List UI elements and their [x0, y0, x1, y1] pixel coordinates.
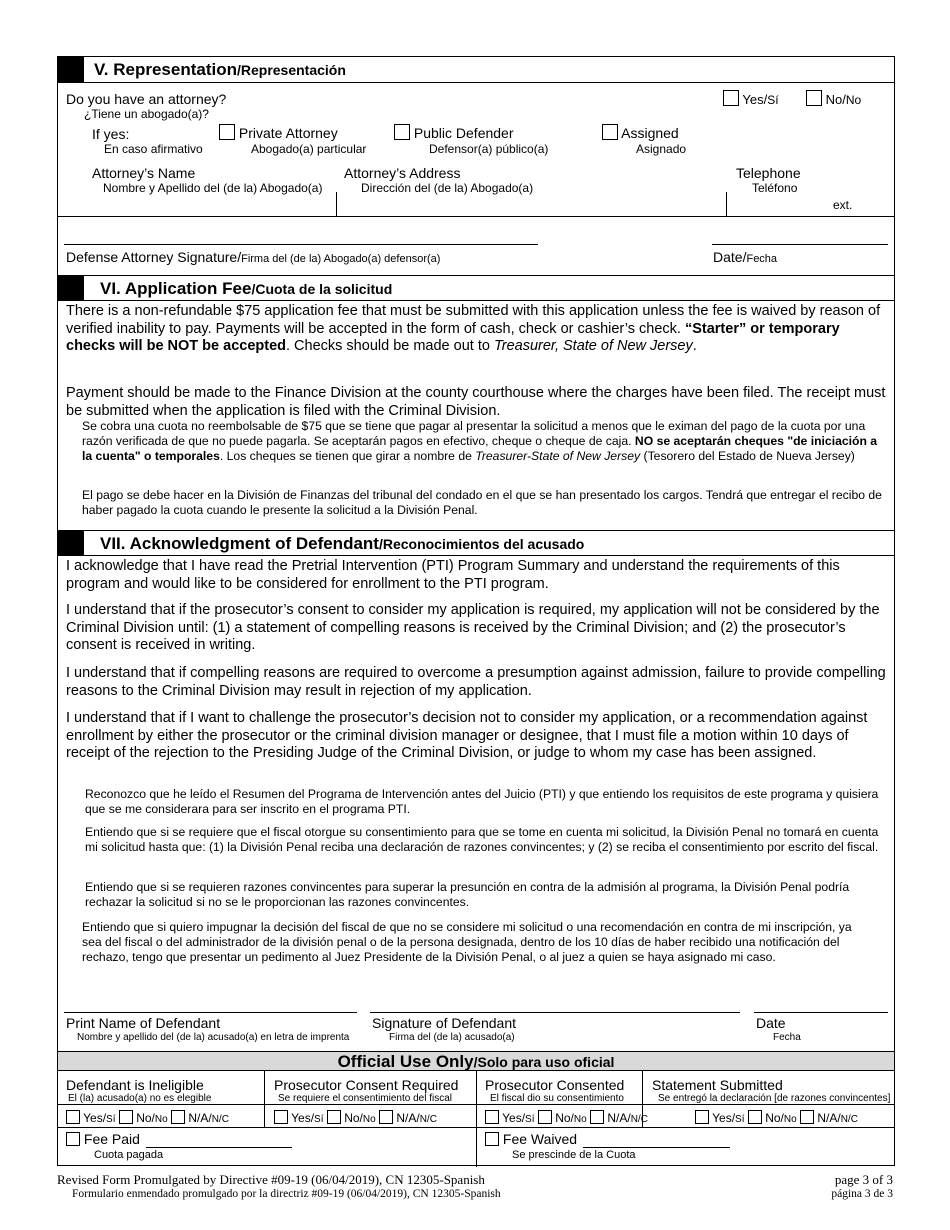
- footer-revision: Revised Form Promulgated by Directive #09-19 (06/04/2019), CN 12305-Spanish: [57, 1172, 485, 1187]
- section-title: VII. Acknowledgment of Defendant/Reconocimientos del acusado: [100, 534, 585, 553]
- section-title: V. Representation/Representación: [94, 60, 346, 79]
- col-consent-required-label-es: Se requiere el consentimiento del fiscal: [278, 1093, 452, 1104]
- ack-paragraph-es-4: Entiendo que si quiero impugnar la decisión del fiscal de que no se considere mi solicitud o una recomendación en contra de mi inscripción, ya sea del fiscal o del administrador de la división penal o de la persona designada, dentro de los 10 días de haber recibido una notificación del rechazo, tengo que presentar un pedimento al Juez Presidente de la División Penal, o al juez a quien se haya asignado mi caso.: [82, 920, 852, 964]
- attorney-name-label-es: Nombre y Apellido del (de la) Abogado(a): [103, 181, 323, 195]
- defense-signature-label: Defense Attorney Signature/Firma del (de la) Abogado(a) defensor(a): [66, 249, 441, 265]
- field-divider: [336, 192, 337, 216]
- section-acknowledgment-header: [58, 530, 894, 556]
- print-name-line[interactable]: [64, 1012, 357, 1013]
- consented-yes-checkbox[interactable]: [485, 1110, 499, 1124]
- field-line: [58, 216, 894, 217]
- attorney-yes: Yes/Sí: [723, 90, 779, 107]
- assigned-option: Assigned: [602, 124, 679, 141]
- consent-required-na-checkbox[interactable]: [379, 1110, 393, 1124]
- defendant-date-label-es: Fecha: [773, 1032, 801, 1043]
- section-marker: [58, 531, 84, 555]
- attorney-address-label-es: Dirección del (de la) Abogado(a): [361, 181, 534, 195]
- ack-paragraph-4: I understand that if I want to challenge the prosecutor’s decision not to consider my application, or a recommendation against enrollment by either the prosecutor or the criminal division manager or designee, that I must file a motion within 10 days of receipt of the rejection to the Presiding Judge of the Criminal Division, or judge to whom my case has been assigned.: [66, 710, 868, 761]
- page-number: [831, 1172, 893, 1200]
- col-statement-label: Statement Submitted: [652, 1077, 783, 1093]
- defendant-signature-line[interactable]: [370, 1012, 740, 1013]
- fee-paragraph-1: There is a non-refundable $75 application fee that must be submitted with this application unless the fee is waived by reason of verified inability to pay. Payments will be accepted in the form of cash, check or cashier’s check. “Starter” or temporary checks will be NOT be accepted. Checks should be made out to Treasurer, State of New Jersey.: [66, 303, 881, 354]
- if-yes-label: If yes:: [92, 126, 130, 142]
- section-title: VI. Application Fee/Cuota de la solicitud: [100, 279, 393, 298]
- defendant-signature-label: Signature of Defendant: [372, 1015, 516, 1031]
- fee-waived-line[interactable]: [583, 1147, 730, 1148]
- consented-no-checkbox[interactable]: [538, 1110, 552, 1124]
- public-defender-option: Public Defender: [394, 124, 514, 141]
- fee-paid-line[interactable]: [146, 1147, 292, 1148]
- fee-waived: Fee Waived: [485, 1131, 577, 1147]
- table-divider: [264, 1071, 265, 1127]
- official-use-table: [58, 1071, 894, 1167]
- official-use-header: Official Use Only/Solo para uso oficial: [58, 1051, 894, 1071]
- fee-paid-es: Cuota pagada: [94, 1149, 164, 1161]
- footer-revision-es: Formulario enmendado promulgado por la directriz #09-19 (06/04/2019), CN 12305-Spanish: [72, 1188, 501, 1200]
- defendant-signature-label-es: Firma del (de la) acusado(a): [389, 1032, 515, 1043]
- attorney-yes-checkbox[interactable]: [723, 90, 739, 106]
- consent-required-yes-checkbox[interactable]: [274, 1110, 288, 1124]
- ineligible-na-checkbox[interactable]: [171, 1110, 185, 1124]
- form-page: [57, 56, 895, 1166]
- ack-paragraph-es-3: Entiendo que si se requieren razones convincentes para superar la presunción en contra de la admisión al programa, la División Penal podría rechazar la solicitud si no se le proporcionan las razones convincentes.: [85, 880, 850, 909]
- table-divider: [58, 1127, 894, 1128]
- consented-options: Yes/Sí No/No N/A/N/C: [485, 1110, 648, 1125]
- form-footer: [57, 1172, 501, 1200]
- if-yes-label-es: En caso afirmativo: [104, 142, 203, 156]
- public-defender-checkbox[interactable]: [394, 124, 410, 140]
- extension-label: ext.: [833, 198, 853, 212]
- section-representation-header: [58, 57, 894, 83]
- defendant-date-label: Date: [756, 1015, 786, 1031]
- ineligible-no-checkbox[interactable]: [119, 1110, 133, 1124]
- fee-paragraph-es-2: El pago se debe hacer en la División de Finanzas del tribunal del condado en el que se han presentado los cargos. Tendrá que entregar el recibo de haber pagado la cuota cuando le presente la solicitud a la División Penal.: [82, 488, 882, 517]
- fee-paid: Fee Paid: [66, 1131, 140, 1147]
- ineligible-yes-checkbox[interactable]: [66, 1110, 80, 1124]
- col-ineligible-label: Defendant is Ineligible: [66, 1077, 204, 1093]
- telephone-label: Telephone: [736, 165, 801, 181]
- col-consented-label-es: El fiscal dio su consentimiento: [490, 1093, 624, 1104]
- statement-options: Yes/Sí No/No N/A/N/C: [695, 1110, 858, 1125]
- page-number-en: page 3 of 3: [834, 1172, 893, 1187]
- ack-paragraph-1: I acknowledge that I have read the Pretrial Intervention (PTI) Program Summary and understand the requirements of this program and would like to be considered for enrollment to the PTI program.: [66, 558, 840, 592]
- section-marker: [58, 57, 84, 82]
- fee-paragraph-es-1: Se cobra una cuota no reembolsable de $75 que se tiene que pagar al presentar la solicitud a menos que le eximan del pago de la cuota por una razón verificada de que no puede pagarla. Se aceptarán pagos en efectivo, cheque o cheque de caja. NO se aceptarán cheques "de iniciación a la cuenta" o temporales. Los cheques se tienen que girar a nombre de Treasurer-State of New Jersey (Tesorero del Estado de Nueva Jersey): [82, 419, 878, 463]
- attorney-no: No/No: [806, 90, 861, 107]
- ack-paragraph-es-2: Entiendo que si se requiere que el fiscal otorgue su consentimiento para que se tome en cuenta mi solicitud, la División Penal no tomará en cuenta mi solicitud hasta que: (1) la División Penal reciba una declaración de razones convincentes; y (2) se reciba el consentimiento por escrito del fiscal.: [85, 825, 879, 854]
- fee-paid-checkbox[interactable]: [66, 1132, 80, 1146]
- field-divider: [726, 192, 727, 216]
- consented-na-checkbox[interactable]: [590, 1110, 604, 1124]
- attorney-no-checkbox[interactable]: [806, 90, 822, 106]
- telephone-label-es: Teléfono: [752, 181, 798, 195]
- statement-na-checkbox[interactable]: [800, 1110, 814, 1124]
- attorney-question-es: ¿Tiene un abogado(a)?: [84, 107, 209, 121]
- table-divider: [58, 1104, 894, 1105]
- ack-paragraph-es-1: Reconozco que he leído el Resumen del Programa de Intervención antes del Juicio (PTI) y que entiendo los requisitos de este programa y quisiera que se me considerara para ser inscrito en el programa PTI.: [85, 787, 879, 816]
- defense-signature-line[interactable]: [64, 244, 538, 245]
- attorney-question: Do you have an attorney?: [66, 91, 227, 107]
- page-number-es: página 3 de 3: [831, 1188, 893, 1200]
- public-defender-es: Defensor(a) público(a): [429, 142, 549, 156]
- print-name-label-es: Nombre y apellido del (de la) acusado(a) en letra de imprenta: [77, 1032, 350, 1043]
- col-consent-required-label: Prosecutor Consent Required: [274, 1077, 459, 1093]
- fee-waived-es: Se prescinde de la Cuota: [512, 1149, 636, 1161]
- defense-date-line[interactable]: [712, 244, 888, 245]
- fee-waived-checkbox[interactable]: [485, 1132, 499, 1146]
- statement-yes-checkbox[interactable]: [695, 1110, 709, 1124]
- print-name-label: Print Name of Defendant: [66, 1015, 221, 1031]
- consent-required-options: Yes/Sí No/No N/A/N/C: [274, 1110, 437, 1125]
- consent-required-no-checkbox[interactable]: [327, 1110, 341, 1124]
- fee-paragraph-2: Payment should be made to the Finance Division at the county courthouse where the charges have been filed. The receipt must be submitted when the application is filed with the Criminal Division.: [66, 385, 886, 419]
- statement-no-checkbox[interactable]: [748, 1110, 762, 1124]
- attorney-name-label: Attorney’s Name: [92, 165, 196, 181]
- attorney-address-label: Attorney’s Address: [344, 165, 461, 181]
- private-attorney-es: Abogado(a) particular: [251, 142, 367, 156]
- defense-date-label: Date/Fecha: [713, 249, 778, 265]
- section-fee-header: [58, 275, 894, 301]
- private-attorney-checkbox[interactable]: [219, 124, 235, 140]
- col-consented-label: Prosecutor Consented: [485, 1077, 625, 1093]
- ack-paragraph-2: I understand that if the prosecutor’s consent to consider my application is required, my application will not be considered by the Criminal Division until: (1) a statement of compelling reasons is received by the Criminal Division; and (2) the prosecutor’s consent is received in writing.: [66, 602, 880, 653]
- col-statement-label-es: Se entregó la declaración [de razones convincentes]: [658, 1093, 891, 1104]
- ack-paragraph-3: I understand that if compelling reasons are required to overcome a presumption against admission, failure to provide compelling reasons to the Criminal Division may result in rejection of my application.: [66, 665, 886, 699]
- defendant-date-line[interactable]: [754, 1012, 888, 1013]
- table-divider: [476, 1071, 477, 1167]
- col-ineligible-label-es: El (la) acusado(a) no es elegible: [68, 1093, 212, 1104]
- private-attorney-option: Private Attorney: [219, 124, 338, 141]
- section-marker: [58, 276, 84, 300]
- ineligible-options: Yes/Sí No/No N/A/N/C: [66, 1110, 229, 1125]
- assigned-es: Asignado: [636, 142, 687, 156]
- assigned-checkbox[interactable]: [602, 124, 618, 140]
